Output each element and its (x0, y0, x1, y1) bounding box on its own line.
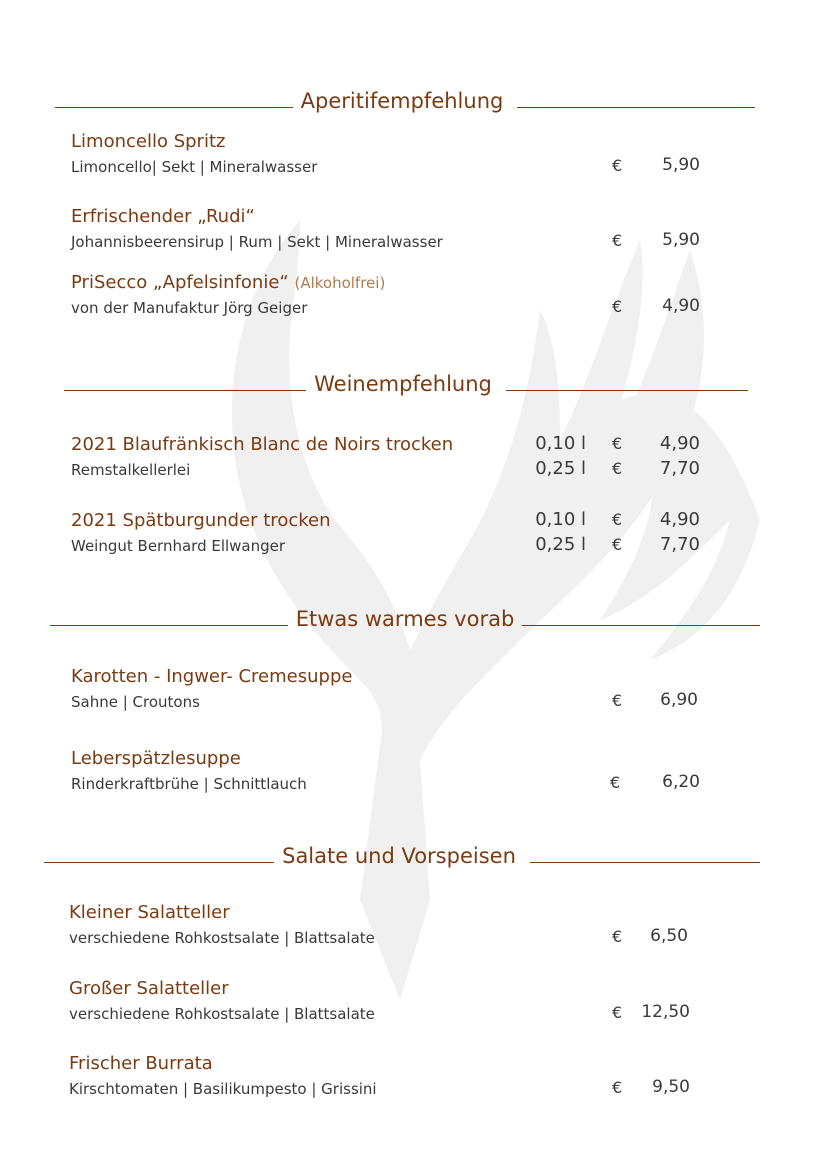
menu-item (71, 271, 385, 319)
item-price: 12,50 (641, 1002, 690, 1022)
item-name-row (71, 271, 385, 295)
item-price: 5,90 (662, 230, 700, 250)
item-price: 9,50 (652, 1077, 690, 1097)
menu-item (71, 205, 443, 253)
menu-item (69, 901, 375, 949)
heading-rule-right (517, 107, 755, 108)
item-price: 4,90 (659, 509, 700, 530)
section-heading-salads (44, 840, 760, 868)
currency-symbol: € (612, 297, 623, 316)
currency-symbol: € (612, 927, 623, 946)
item-price: 5,90 (662, 155, 700, 175)
item-name: 2021 Blaufränkisch Blanc de Noirs trocken (71, 434, 454, 455)
menu-item (71, 665, 352, 713)
item-description: Johannisbeerensirup | Rum | Sekt | Mineralwasser (71, 233, 443, 251)
currency-symbol: € (612, 535, 623, 554)
section-heading-wine (64, 368, 748, 396)
item-volume: 0,25 l (535, 458, 586, 479)
menu-item (69, 1052, 377, 1100)
item-name: Großer Salatteller (69, 978, 229, 999)
item-price: 4,90 (662, 296, 700, 316)
item-name: PriSecco „Apfelsinfonie“ (71, 272, 289, 293)
item-name: Frischer Burrata (69, 1053, 213, 1074)
item-volume: 0,10 l (535, 509, 586, 530)
item-volume: 0,10 l (535, 433, 586, 454)
item-description: von der Manufaktur Jörg Geiger (71, 299, 308, 317)
section-heading-warm (50, 603, 760, 631)
currency-symbol: € (612, 231, 623, 250)
item-price: 7,70 (659, 458, 700, 479)
item-description: Kirschtomaten | Basilikumpesto | Grissini (69, 1080, 377, 1098)
item-name: Erfrischender „Rudi“ (71, 206, 255, 227)
item-description: Rinderkraftbrühe | Schnittlauch (71, 775, 307, 793)
item-description: verschiedene Rohkostsalate | Blattsalate (69, 929, 375, 947)
item-description: verschiedene Rohkostsalate | Blattsalate (69, 1005, 375, 1023)
menu-item (69, 977, 375, 1025)
section-title: Aperitifempfehlung (300, 89, 504, 113)
item-price: 6,20 (662, 772, 700, 792)
item-price: 6,90 (660, 690, 698, 710)
item-description: Weingut Bernhard Ellwanger (71, 537, 286, 555)
heading-rule-right (506, 390, 748, 391)
currency-symbol: € (612, 1078, 623, 1097)
section-title: Weinempfehlung (314, 372, 492, 396)
heading-rule-left (64, 390, 306, 391)
currency-symbol: € (612, 156, 623, 175)
currency-symbol: € (612, 459, 623, 478)
item-price: 7,70 (659, 534, 700, 555)
item-description: Remstalkellerlei (71, 461, 191, 479)
section-title: Salate und Vorspeisen (282, 844, 516, 868)
heading-rule-right (522, 625, 760, 626)
item-name: Karotten - Ingwer- Cremesuppe (71, 666, 353, 687)
item-note: (Alkoholfrei) (294, 274, 386, 292)
section-heading-aperitif (55, 85, 755, 113)
item-volume: 0,25 l (535, 534, 586, 555)
item-name: Limoncello Spritz (71, 131, 226, 152)
currency-symbol: € (612, 510, 623, 529)
currency-symbol: € (610, 773, 621, 792)
item-description: Sahne | Croutons (71, 693, 200, 711)
menu-item (71, 433, 453, 481)
heading-rule-left (55, 107, 293, 108)
heading-rule-right (530, 862, 760, 863)
currency-symbol: € (612, 1003, 623, 1022)
item-name: 2021 Spätburgunder trocken (71, 510, 331, 531)
item-name: Leberspätzlesuppe (71, 748, 241, 769)
item-description: Limoncello| Sekt | Mineralwasser (71, 158, 318, 176)
item-price: 6,50 (650, 926, 688, 946)
menu-item (71, 509, 331, 557)
item-name: Kleiner Salatteller (69, 902, 230, 923)
heading-rule-left (50, 625, 288, 626)
heading-rule-left (44, 862, 274, 863)
currency-symbol: € (612, 691, 623, 710)
menu-item (71, 130, 317, 178)
item-price: 4,90 (659, 433, 700, 454)
menu-item (71, 747, 307, 795)
currency-symbol: € (612, 434, 623, 453)
section-title: Etwas warmes vorab (295, 607, 515, 631)
